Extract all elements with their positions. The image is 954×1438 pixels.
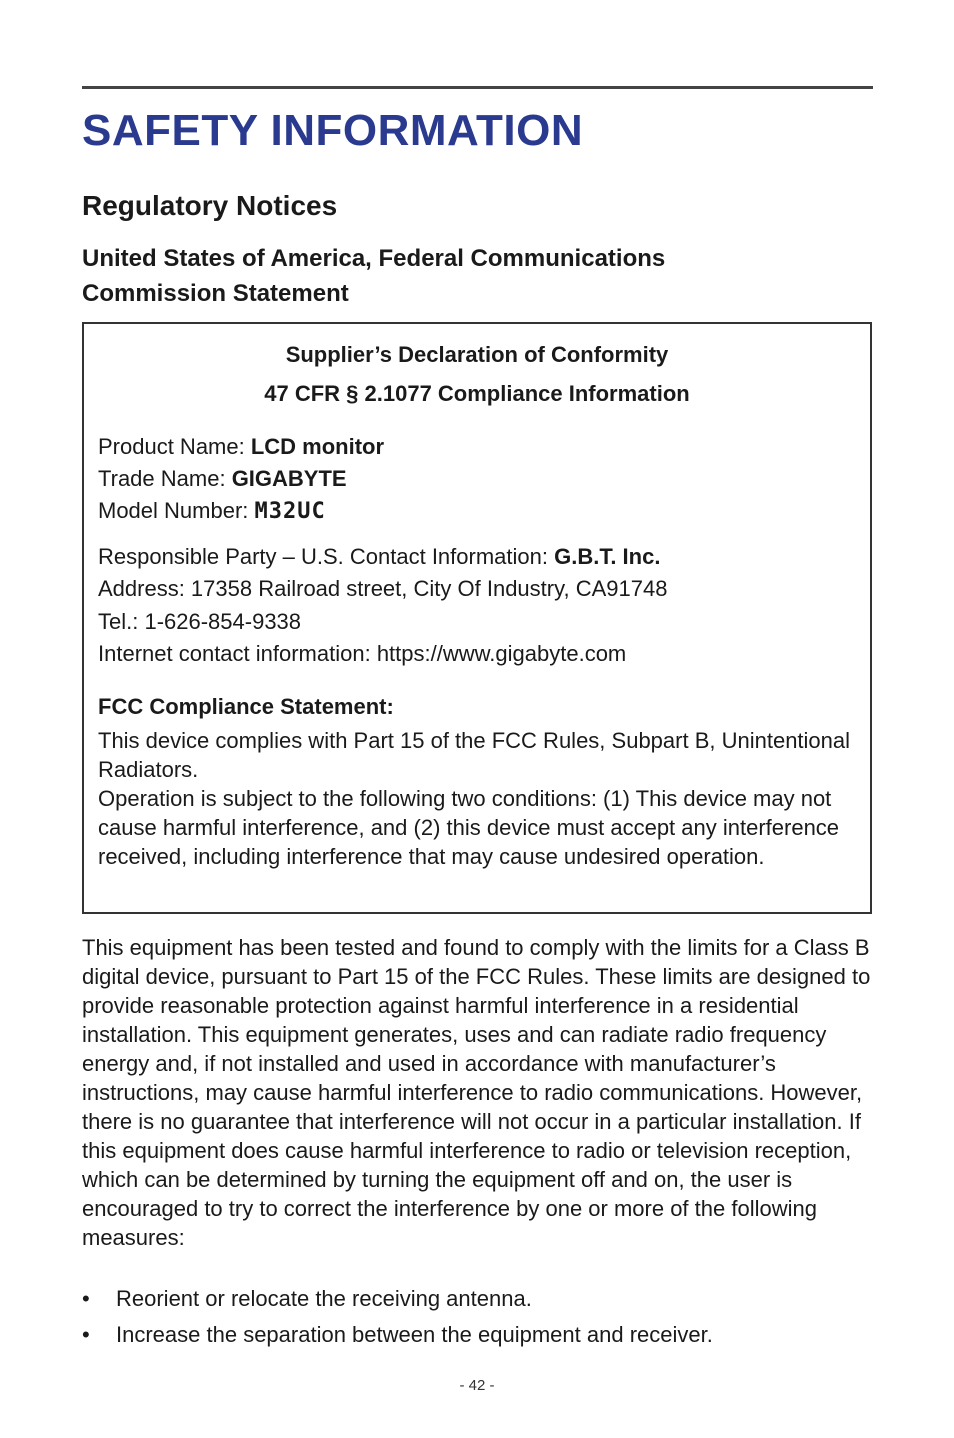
body-paragraph: This equipment has been tested and found to comply with the limits for a Class B digital device, pursuant to Part 15 of the FCC Rules. These limits are designed to provide reasonable protection against harmful interference in a residential installation. This equipment generates, uses and can radiate radio frequency energy and, if not installed and used in accordance with manufacturer’s instructions, may cause harmful interference to radio communications. However, there is no guarantee that interference will not occur in a particular installation. If this equipment does cause harmful interference to radio or television reception, which can be determined by turning the equipment off and on, the user is encouraged to try to correct the interference by one or more of the following measures: [82, 935, 871, 1250]
product-name-line [98, 434, 384, 460]
bullet-marker: • [82, 1286, 90, 1311]
declaration-heading: Supplier’s Declaration of Conformity [285, 342, 669, 367]
top-rule [82, 86, 873, 89]
responsible-party-label: Responsible Party – U.S. Contact Information: [98, 544, 555, 569]
fcc-statement-1: This device complies with Part 15 of the FCC Rules, Subpart B, Unintentional Radiators. [98, 728, 851, 782]
list-item [82, 1286, 532, 1312]
page-title: SAFETY INFORMATION [82, 106, 584, 155]
trade-name-value: GIGABYTE [231, 466, 347, 491]
list-item [82, 1322, 713, 1348]
trade-name-line [98, 466, 347, 492]
responsible-party-value: G.B.T. Inc. [554, 544, 661, 569]
internet-line: Internet contact information: https://www.gigabyte.com [98, 641, 627, 666]
responsible-party-line [98, 544, 660, 570]
declaration-box [82, 322, 872, 914]
fcc-heading: FCC Compliance Statement: [98, 694, 394, 719]
section-heading: Regulatory Notices [82, 190, 338, 221]
list-item-text: Increase the separation between the equipment and receiver. [116, 1322, 713, 1347]
model-number-line [98, 498, 326, 524]
page-number: - 42 - [459, 1377, 495, 1394]
product-name-value: LCD monitor [250, 434, 385, 459]
model-number-value: M32UC [254, 499, 326, 524]
bullet-marker: • [82, 1322, 90, 1347]
trade-name-label: Trade Name: [98, 466, 232, 491]
tel-line: Tel.: 1-626-854-9338 [98, 609, 302, 634]
fcc-statement-2: Operation is subject to the following two conditions: (1) This device may not cause harmful interference, and (2) this device must accept any interference received, including interference that may cause undesired operation. [98, 786, 840, 869]
product-name-label: Product Name: [98, 434, 251, 459]
subsection-heading: United States of America, Federal Communications Commission Statement [82, 245, 666, 307]
model-number-label: Model Number: [98, 498, 255, 523]
list-item-text: Reorient or relocate the receiving antenna. [116, 1286, 532, 1311]
compliance-heading: 47 CFR § 2.1077 Compliance Information [264, 381, 690, 406]
address-line: Address: 17358 Railroad street, City Of Industry, CA91748 [98, 576, 668, 601]
